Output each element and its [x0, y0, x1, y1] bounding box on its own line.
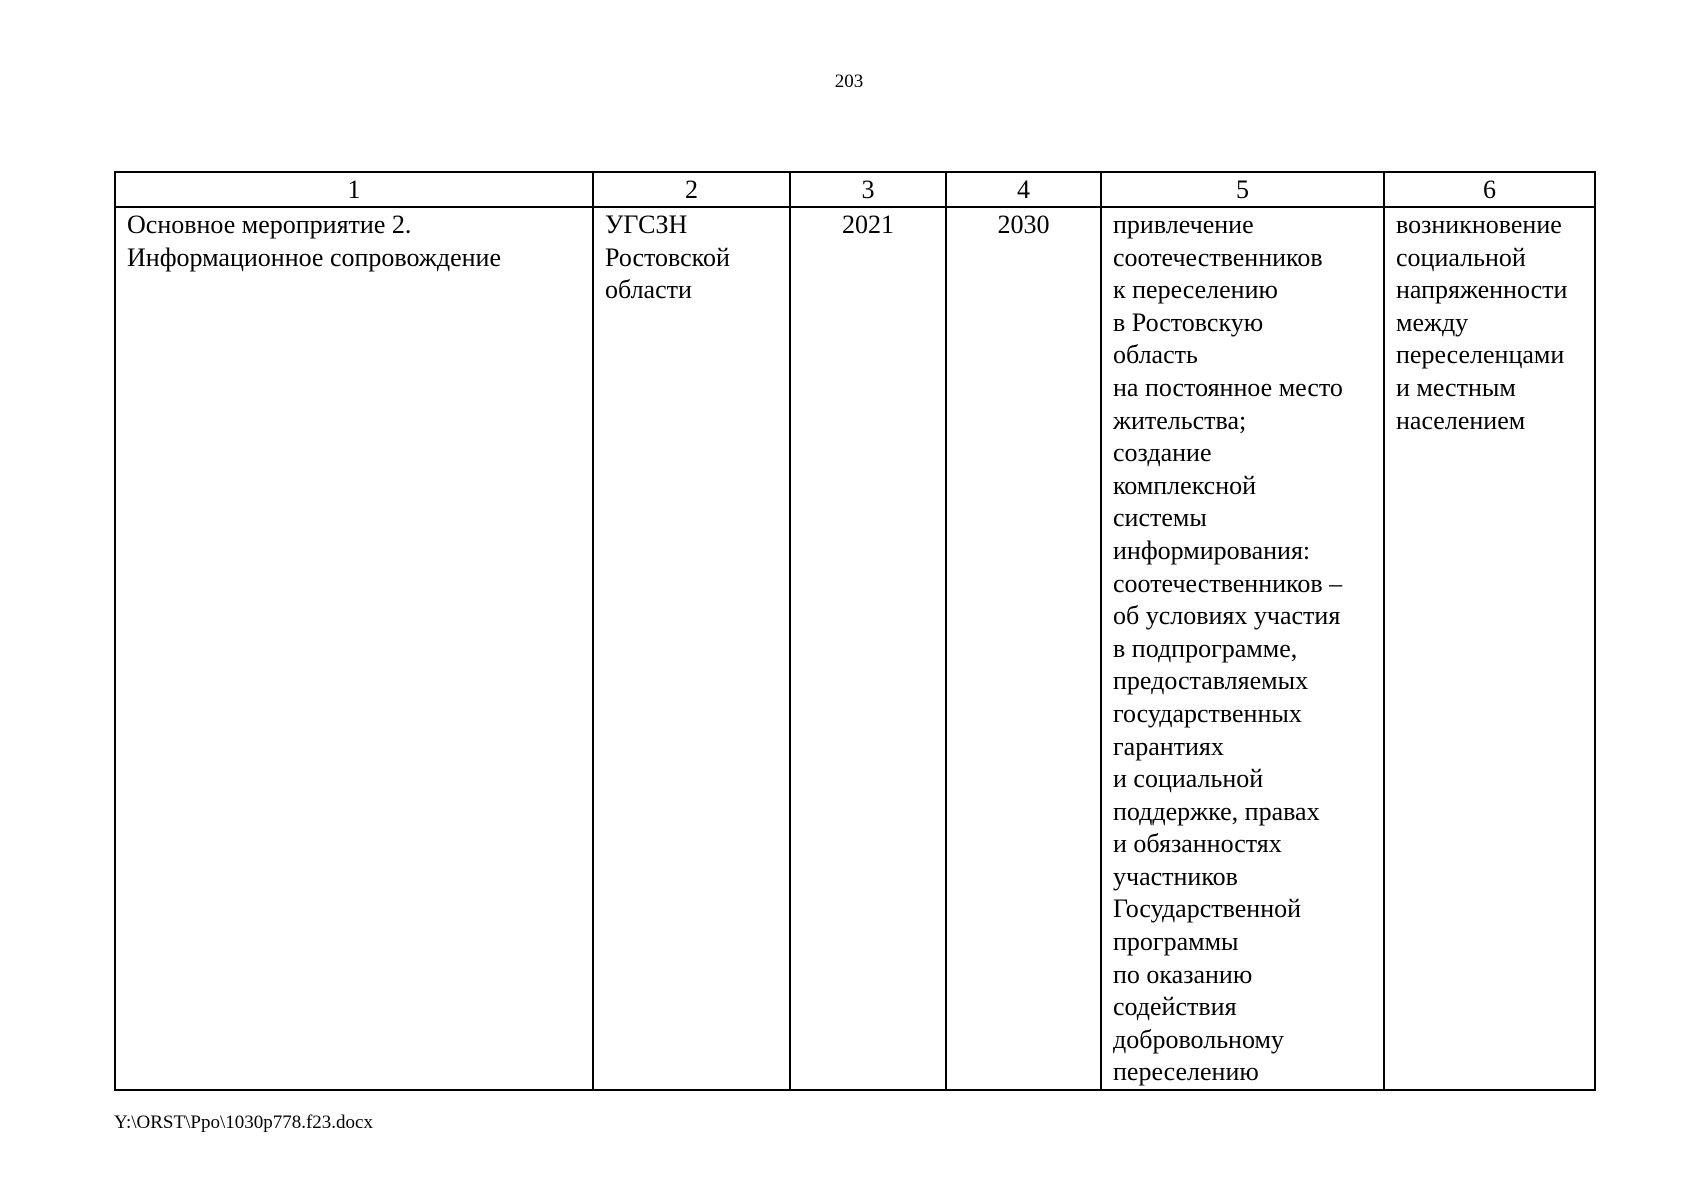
measure-name-line: Информационное сопровождение: [127, 242, 501, 272]
expected-result-line: в подпрограмме,: [1113, 633, 1298, 663]
expected-result-cell: [1101, 207, 1384, 1090]
expected-result-line: комплексной: [1113, 470, 1257, 500]
table-row: [115, 207, 1595, 1090]
file-path-footer: Y:\ORST\Ppo\1030p778.f23.docx: [114, 1112, 373, 1133]
expected-result-line: содействия: [1113, 992, 1237, 1022]
measures-table: [114, 171, 1596, 1091]
expected-result-line: соотечественников –: [1113, 568, 1343, 598]
table-header-row: [115, 172, 1595, 207]
executor-line: области: [605, 275, 692, 305]
executor-line: УГСЗН: [605, 210, 688, 239]
risk-consequence-line: возникновение: [1396, 210, 1562, 239]
expected-result-line: в Ростовскую: [1113, 307, 1264, 337]
expected-result-line: об условиях участия: [1113, 601, 1341, 631]
measure-name-cell: [115, 207, 593, 1090]
risk-consequence-line: переселенцами: [1396, 340, 1565, 370]
risk-consequence-line: населением: [1396, 405, 1526, 435]
risk-consequence-line: и местным: [1396, 372, 1516, 402]
risk-consequence-cell: [1384, 207, 1595, 1090]
expected-result-line: область: [1113, 340, 1198, 370]
page-number: 203: [834, 71, 864, 92]
expected-result-line: жительства;: [1113, 405, 1247, 435]
expected-result-line: предоставляемых: [1113, 666, 1309, 696]
expected-result-line: системы: [1113, 503, 1207, 533]
expected-result-line: создание: [1113, 438, 1212, 468]
expected-result-line: переселению: [1113, 1057, 1259, 1087]
risk-consequence-line: социальной: [1396, 242, 1526, 272]
column-header-5: 5: [1101, 172, 1384, 207]
column-header-4: 4: [946, 172, 1101, 207]
expected-result-line: привлечение: [1113, 210, 1254, 239]
executor-cell: [593, 207, 790, 1090]
expected-result-line: и обязанностях: [1113, 829, 1282, 859]
column-header-2: 2: [593, 172, 790, 207]
expected-result-line: участников: [1113, 861, 1238, 891]
start-year-cell: 2021: [790, 207, 946, 1090]
expected-result-line: гарантиях: [1113, 731, 1224, 761]
column-header-3: 3: [790, 172, 946, 207]
measure-name-line: Основное мероприятие 2.: [127, 210, 412, 239]
end-year-cell: 2030: [946, 207, 1101, 1090]
risk-consequence-line: напряженности: [1396, 275, 1568, 305]
expected-result-line: по оказанию: [1113, 959, 1253, 989]
expected-result-line: государственных: [1113, 698, 1302, 728]
expected-result-line: добровольному: [1113, 1024, 1284, 1054]
expected-result-line: соотечественников: [1113, 242, 1323, 272]
expected-result-line: Государственной: [1113, 894, 1302, 924]
expected-result-line: программы: [1113, 927, 1239, 957]
column-header-6: 6: [1384, 172, 1595, 207]
column-header-1: 1: [115, 172, 593, 207]
expected-result-line: и социальной: [1113, 764, 1264, 794]
expected-result-line: информирования:: [1113, 535, 1311, 565]
expected-result-line: к переселению: [1113, 275, 1278, 305]
risk-consequence-line: между: [1396, 307, 1469, 337]
expected-result-line: поддержке, правах: [1113, 796, 1320, 826]
executor-line: Ростовской: [605, 242, 730, 272]
expected-result-line: на постоянное место: [1113, 372, 1343, 402]
